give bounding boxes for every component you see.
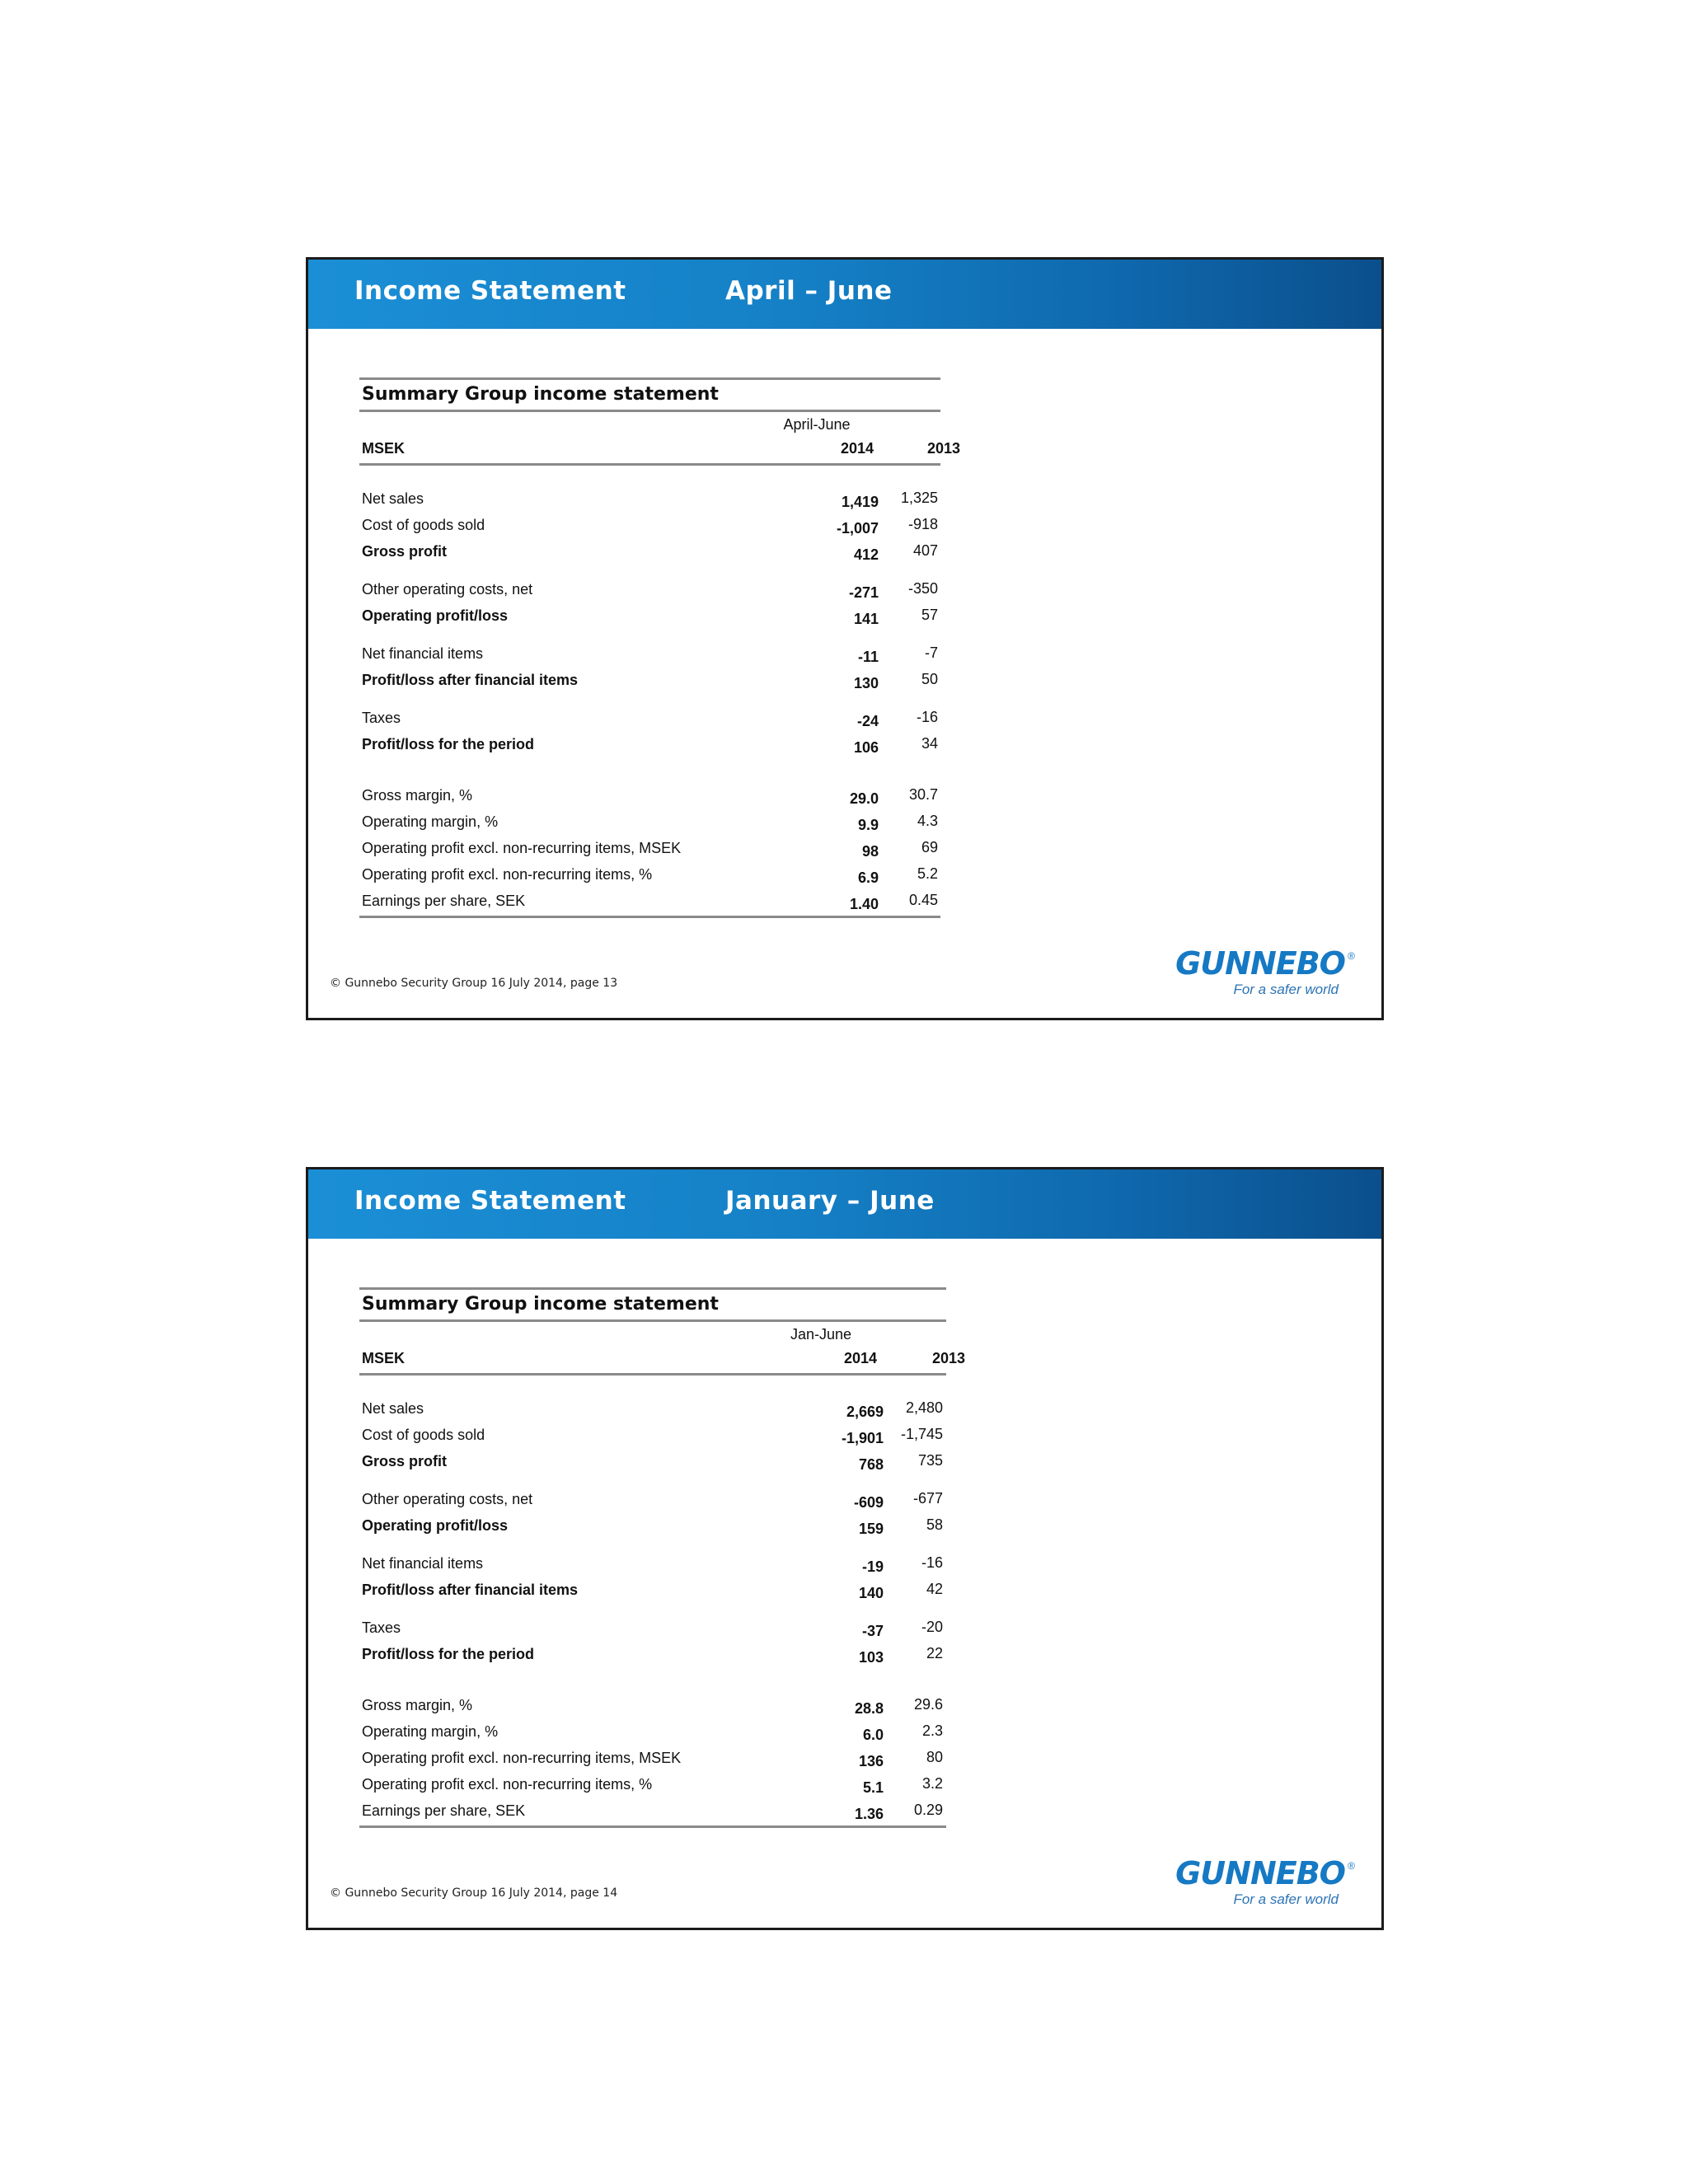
row-value-prior: -677 bbox=[912, 1490, 943, 1507]
table-row bbox=[359, 1488, 946, 1514]
table-row bbox=[359, 1799, 946, 1825]
row-value-current: -19 bbox=[861, 1558, 884, 1575]
table-row bbox=[359, 784, 940, 810]
row-value-current: 140 bbox=[858, 1585, 884, 1601]
row-value-prior: -350 bbox=[907, 580, 938, 597]
table-row bbox=[359, 810, 940, 837]
table-row bbox=[359, 1616, 946, 1643]
slide-january-june bbox=[306, 1167, 1384, 1930]
table-row bbox=[359, 1694, 946, 1720]
table-row bbox=[359, 642, 940, 668]
row-value-current: -11 bbox=[857, 649, 879, 665]
logo-registered-mark: ® bbox=[1348, 950, 1355, 962]
row-label: Cost of goods sold bbox=[362, 517, 485, 533]
row-value-current: 9.9 bbox=[857, 817, 879, 833]
banner-title: Income Statement bbox=[354, 1186, 626, 1216]
table-row bbox=[359, 1552, 946, 1578]
row-value-current: 2,669 bbox=[846, 1404, 884, 1420]
table-row bbox=[359, 733, 940, 759]
row-label: Gross margin, % bbox=[362, 1697, 473, 1713]
row-value-prior: -16 bbox=[916, 709, 938, 725]
slide-banner bbox=[308, 1169, 1381, 1239]
column-header-row bbox=[359, 437, 961, 463]
row-value-current: -1,901 bbox=[841, 1430, 884, 1446]
table-row bbox=[359, 837, 940, 863]
row-label: Operating margin, % bbox=[362, 813, 499, 830]
table-row bbox=[359, 889, 940, 916]
row-value-current: 106 bbox=[853, 739, 879, 756]
row-label: Other operating costs, net bbox=[362, 581, 533, 598]
row-value-current: 28.8 bbox=[854, 1700, 884, 1717]
row-value-prior: 50 bbox=[921, 671, 938, 687]
row-value-current: 1.36 bbox=[854, 1806, 884, 1822]
unit-label: MSEK bbox=[362, 440, 406, 457]
row-label: Other operating costs, net bbox=[362, 1491, 533, 1507]
row-value-current: -271 bbox=[848, 584, 879, 601]
table-body bbox=[359, 1397, 946, 1825]
table-row bbox=[359, 1423, 946, 1450]
row-value-current: -609 bbox=[853, 1494, 884, 1511]
table-row bbox=[359, 513, 940, 540]
row-value-prior: -16 bbox=[921, 1554, 943, 1571]
row-label: Net financial items bbox=[362, 645, 484, 662]
table-row bbox=[359, 578, 940, 604]
row-value-prior: 22 bbox=[926, 1645, 943, 1661]
row-label: Operating profit excl. non-recurring items, MSEK bbox=[362, 840, 682, 856]
table-row bbox=[359, 487, 940, 513]
row-value-prior: 30.7 bbox=[908, 786, 938, 803]
gunnebo-logo bbox=[1165, 1855, 1355, 1908]
table-row bbox=[359, 540, 940, 566]
year-prior-header: 2013 bbox=[927, 440, 961, 457]
row-value-prior: 735 bbox=[917, 1452, 943, 1469]
period-label: Jan-June bbox=[790, 1326, 852, 1343]
column-header-row bbox=[359, 1347, 966, 1373]
income-statement-table bbox=[359, 1287, 966, 1828]
table-heading: Summary Group income statement bbox=[362, 1294, 719, 1315]
year-current-header: 2014 bbox=[841, 440, 874, 457]
year-current-header: 2014 bbox=[844, 1350, 878, 1366]
row-value-prior: 407 bbox=[912, 542, 938, 559]
table-body bbox=[359, 487, 940, 916]
logo-brand: GUNNEBO bbox=[1175, 1855, 1345, 1891]
row-value-current: 130 bbox=[853, 675, 879, 691]
row-label: Net sales bbox=[362, 490, 424, 507]
row-label: Profit/loss after financial items bbox=[362, 672, 579, 688]
row-label: Gross profit bbox=[362, 543, 448, 560]
row-value-prior: 80 bbox=[926, 1749, 943, 1765]
row-value-prior: 0.29 bbox=[913, 1802, 943, 1818]
table-row bbox=[359, 1746, 946, 1773]
period-label: April-June bbox=[783, 416, 851, 433]
row-label: Operating profit excl. non-recurring items, % bbox=[362, 866, 653, 883]
row-value-current: 6.0 bbox=[862, 1727, 884, 1743]
period-row bbox=[359, 412, 940, 437]
row-value-prior: 5.2 bbox=[917, 865, 938, 882]
row-label: Net financial items bbox=[362, 1555, 484, 1572]
income-statement-table bbox=[359, 377, 961, 918]
row-value-prior: 29.6 bbox=[913, 1696, 943, 1713]
row-value-prior: 2.3 bbox=[921, 1722, 943, 1739]
year-prior-header: 2013 bbox=[932, 1350, 966, 1366]
table-row bbox=[359, 706, 940, 733]
row-label: Profit/loss after financial items bbox=[362, 1582, 579, 1598]
slide-footer: © Gunnebo Security Group 16 July 2014, page 13 bbox=[330, 977, 618, 990]
row-value-current: 412 bbox=[853, 546, 879, 563]
row-value-current: -24 bbox=[856, 713, 879, 729]
gunnebo-logo bbox=[1165, 945, 1355, 998]
slide-banner bbox=[308, 260, 1381, 329]
row-label: Taxes bbox=[362, 1619, 401, 1636]
row-label: Gross margin, % bbox=[362, 787, 473, 804]
row-value-prior: -20 bbox=[921, 1619, 943, 1635]
row-label: Profit/loss for the period bbox=[362, 736, 535, 752]
row-value-current: 5.1 bbox=[862, 1779, 884, 1796]
table-heading: Summary Group income statement bbox=[362, 384, 719, 405]
slide-footer: © Gunnebo Security Group 16 July 2014, page 14 bbox=[330, 1886, 618, 1900]
row-label: Gross profit bbox=[362, 1453, 448, 1469]
row-value-current: 141 bbox=[853, 611, 879, 627]
row-value-prior: 58 bbox=[926, 1516, 943, 1533]
row-label: Earnings per share, SEK bbox=[362, 893, 526, 909]
row-label: Earnings per share, SEK bbox=[362, 1802, 526, 1819]
row-value-current: 103 bbox=[858, 1649, 884, 1666]
table-row bbox=[359, 668, 940, 695]
row-value-prior: -7 bbox=[924, 644, 938, 661]
table-row bbox=[359, 1514, 946, 1540]
row-value-current: 1,419 bbox=[841, 494, 879, 510]
unit-label: MSEK bbox=[362, 1350, 406, 1366]
banner-title: Income Statement bbox=[354, 276, 626, 306]
row-value-prior: -1,745 bbox=[900, 1426, 943, 1442]
table-row bbox=[359, 1578, 946, 1605]
row-value-prior: 0.45 bbox=[908, 892, 938, 908]
row-value-current: 159 bbox=[858, 1521, 884, 1537]
banner-period: April – June bbox=[725, 276, 893, 306]
row-label: Operating profit/loss bbox=[362, 1517, 509, 1534]
table-row bbox=[359, 863, 940, 889]
row-value-current: 29.0 bbox=[849, 790, 879, 807]
table-row bbox=[359, 1773, 946, 1799]
row-value-current: -37 bbox=[861, 1623, 884, 1639]
logo-brand: GUNNEBO bbox=[1175, 945, 1345, 982]
row-label: Profit/loss for the period bbox=[362, 1646, 535, 1662]
slide-april-june bbox=[306, 257, 1384, 1020]
row-value-prior: 42 bbox=[926, 1581, 943, 1597]
row-value-current: -1,007 bbox=[836, 520, 879, 537]
row-value-current: 98 bbox=[861, 843, 879, 860]
row-value-prior: 57 bbox=[921, 607, 938, 623]
table-row bbox=[359, 604, 940, 630]
row-value-prior: 3.2 bbox=[921, 1775, 943, 1792]
table-row bbox=[359, 1643, 946, 1669]
row-value-prior: 4.3 bbox=[917, 813, 938, 829]
row-label: Operating profit excl. non-recurring items, % bbox=[362, 1776, 653, 1793]
row-value-prior: 1,325 bbox=[900, 490, 938, 506]
table-row bbox=[359, 1450, 946, 1476]
row-value-prior: 34 bbox=[921, 735, 938, 752]
row-value-current: 6.9 bbox=[857, 869, 879, 886]
period-row bbox=[359, 1322, 946, 1347]
row-value-current: 136 bbox=[858, 1753, 884, 1769]
row-label: Operating profit excl. non-recurring items, MSEK bbox=[362, 1750, 682, 1766]
row-value-current: 768 bbox=[858, 1456, 884, 1473]
logo-tagline: For a safer world bbox=[1233, 982, 1339, 997]
row-value-prior: -918 bbox=[907, 516, 938, 532]
table-rule bbox=[359, 916, 940, 918]
row-label: Taxes bbox=[362, 710, 401, 726]
row-label: Operating profit/loss bbox=[362, 607, 509, 624]
row-label: Cost of goods sold bbox=[362, 1427, 485, 1443]
table-row bbox=[359, 1720, 946, 1746]
table-row bbox=[359, 1397, 946, 1423]
row-value-prior: 69 bbox=[921, 839, 938, 855]
row-value-prior: 2,480 bbox=[905, 1399, 943, 1416]
banner-period: January – June bbox=[725, 1186, 935, 1216]
row-label: Net sales bbox=[362, 1400, 424, 1417]
row-value-current: 1.40 bbox=[849, 896, 879, 912]
logo-tagline: For a safer world bbox=[1233, 1891, 1339, 1907]
logo-registered-mark: ® bbox=[1348, 1860, 1355, 1872]
row-label: Operating margin, % bbox=[362, 1723, 499, 1740]
table-rule bbox=[359, 1825, 946, 1828]
